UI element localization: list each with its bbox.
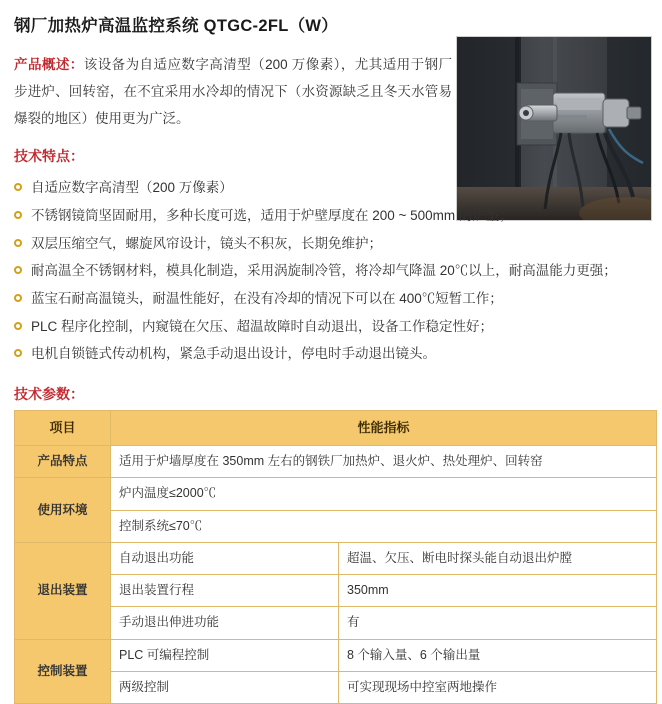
row-header: 使用环境 bbox=[15, 478, 111, 543]
bullet-icon bbox=[14, 349, 22, 357]
cell-label: 两级控制 bbox=[111, 671, 339, 703]
bullet-icon bbox=[14, 211, 22, 219]
bullet-icon bbox=[14, 294, 22, 302]
table-header-row bbox=[15, 411, 657, 446]
table-row bbox=[15, 478, 657, 510]
feature-text: 自适应数字高清型（200 万像素） bbox=[31, 180, 233, 196]
product-overview-label: 产品概述： bbox=[14, 57, 84, 73]
feature-text: 不锈钢镜筒坚固耐用，多种长度可选，适用于炉壁厚度在 200 ~ 500mm 的炉型； bbox=[31, 208, 513, 224]
bullet-icon bbox=[14, 239, 22, 247]
product-overview-text: 该设备为自适应数字高清型（200 万像素），尤其适用于钢厂步进炉、回转窑，在不宜采用水冷却的情况下（水资源缺乏且冬天水管易爆裂的地区）使用更为广泛。 bbox=[14, 57, 452, 127]
column-header-spec: 性能指标 bbox=[111, 411, 657, 446]
feature-text: 耐高温全不锈钢材料，模具化制造，采用涡旋制冷管，将冷却气降温 20℃以上，耐高温能力更强； bbox=[31, 263, 617, 279]
cell-label: PLC 可编程控制 bbox=[111, 639, 339, 671]
row-header: 产品特点 bbox=[15, 446, 111, 478]
table-row bbox=[15, 575, 657, 607]
cell-label: 自动退出功能 bbox=[111, 542, 339, 574]
bullet-icon bbox=[14, 266, 22, 274]
cell-value: 控制系统≤70℃ bbox=[111, 510, 657, 542]
feature-text: 双层压缩空气，螺旋风帘设计，镜头不积灰，长期免维护； bbox=[31, 235, 382, 251]
column-header-item: 项目 bbox=[15, 411, 111, 446]
row-header: 退出装置 bbox=[15, 542, 111, 639]
product-overview bbox=[10, 43, 452, 132]
table-row bbox=[15, 639, 657, 671]
features-heading: 技术特点： bbox=[14, 148, 84, 165]
bullet-icon bbox=[14, 322, 22, 330]
cell-value: 超温、欠压、断电时探头能自动退出炉膛 bbox=[339, 542, 657, 574]
table-row bbox=[15, 607, 657, 639]
cell-value: 有 bbox=[339, 607, 657, 639]
cell-value: 炉内温度≤2000℃ bbox=[111, 478, 657, 510]
cell-label: 手动退出伸进功能 bbox=[111, 607, 339, 639]
feature-text: 电机自锁链式传动机构，紧急手动退出设计，停电时手动退出镜头。 bbox=[31, 346, 436, 362]
cell-value: 350mm bbox=[339, 575, 657, 607]
specifications-table bbox=[14, 410, 657, 704]
page-title: 钢厂加热炉高温监控系统 QTGC-2FL（W） bbox=[14, 17, 339, 35]
list-item bbox=[14, 285, 652, 313]
list-item bbox=[14, 313, 652, 341]
feature-text: PLC 程序化控制，内窥镜在欠压、超温故障时自动退出，设备工作稳定性好； bbox=[31, 318, 494, 334]
cell-value: 适用于炉墙厚度在 350mm 左右的钢铁厂加热炉、退火炉、热处理炉、回转窑 bbox=[111, 446, 657, 478]
table-row bbox=[15, 510, 657, 542]
table-row bbox=[15, 446, 657, 478]
cell-value: 8 个输入量、6 个输出量 bbox=[339, 639, 657, 671]
list-item bbox=[14, 340, 652, 368]
table-row bbox=[15, 671, 657, 703]
table-row bbox=[15, 542, 657, 574]
list-item bbox=[14, 257, 652, 285]
list-item bbox=[14, 174, 652, 202]
row-header: 控制装置 bbox=[15, 639, 111, 704]
list-item bbox=[14, 230, 652, 258]
feature-text: 蓝宝石耐高温镜头，耐温性能好，在没有冷却的情况下可以在 400℃短暂工作； bbox=[31, 291, 503, 307]
bullet-icon bbox=[14, 183, 22, 191]
parameters-heading: 技术参数： bbox=[14, 386, 84, 403]
features-list bbox=[10, 170, 652, 368]
cell-value: 可实现现场中控室两地操作 bbox=[339, 671, 657, 703]
cell-label: 退出装置行程 bbox=[111, 575, 339, 607]
list-item bbox=[14, 202, 652, 230]
